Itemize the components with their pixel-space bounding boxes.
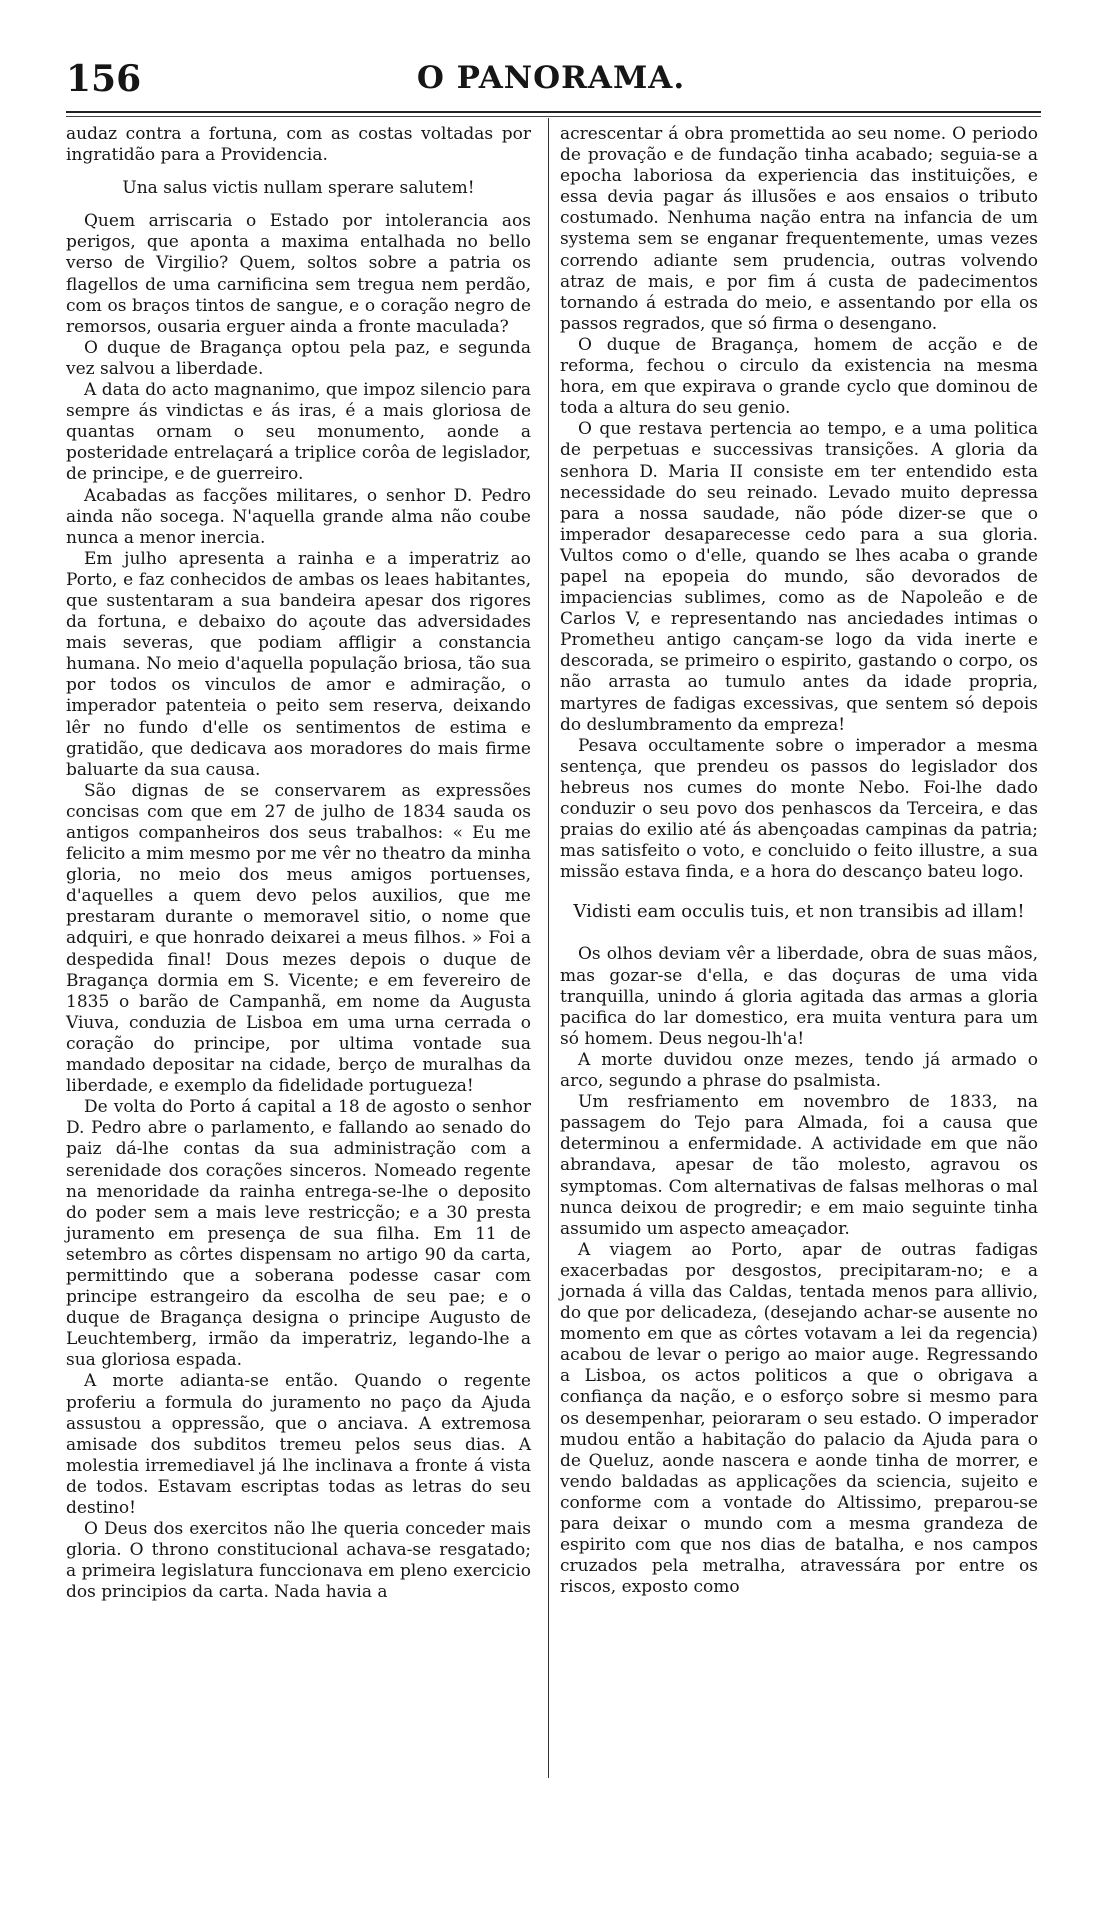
- left-column: [66, 124, 531, 1603]
- paragraph: São dignas de se conservarem as expressões concisas com que em 27 de julho de 1834 sauda os antigos companheiros dos seus trabalhos: « Eu me felicito a mim mesmo por me vêr no theatro da minha gloria, no meio dos meus amigos portuenses, d'aquelles a quem devo pelos auxilios, que me prestaram durante o memoravel sitio, o nome que adquiri, e que honrado deixarei a meus filhos. » Foi a despedida final! Dous mezes depois o duque de Bragança dormia em S. Vicente; e em fevereiro de 1835 o barão de Campanhã, em nome da Augusta Viuva, conduzia de Lisboa em uma urna cerrada o coração do principe, por ultima vontade sua mandado depositar na cidade, berço de muralhas da liberdade, e exemplo da fidelidade portugueza!: [66, 780, 531, 1097]
- paragraph: A morte duvidou onze mezes, tendo já armado o arco, segundo a phrase do psalmista.: [560, 1049, 1038, 1092]
- paragraph: audaz contra a fortuna, com as costas voltadas por ingratidão para a Providencia.: [66, 124, 531, 166]
- journal-title: O PANORAMA.: [416, 60, 686, 96]
- right-column: [560, 124, 1038, 1598]
- paragraph: A data do acto magnanimo, que impoz silencio para sempre ás vindictas e ás iras, é a mais gloriosa de quantas ornam o seu monumento, aonde a posteridade entrelaçará a triplice corôa de legislador, de principe, e de guerreiro.: [66, 380, 531, 485]
- paragraph: Os olhos deviam vêr a liberdade, obra de suas mãos, mas gozar-se d'ella, e das doçuras de uma vida tranquilla, unindo á gloria agitada das armas a gloria pacifica do lar domestico, era muita ventura para um só homem. Deus negou-lh'a!: [560, 944, 1038, 1049]
- header-rule-thin: [66, 116, 1041, 117]
- header-rule: [66, 111, 1041, 113]
- paragraph: O Deus dos exercitos não lhe queria conceder mais gloria. O throno constitucional achava-se resgatado; a primeira legislatura funccionava em pleno exercicio dos principios da carta. Nada havia a: [66, 1519, 531, 1603]
- paragraph: O duque de Bragança optou pela paz, e segunda vez salvou a liberdade.: [66, 337, 531, 379]
- latin-quote: Una salus victis nullam sperare salutem!: [122, 178, 475, 199]
- paragraph: A morte adianta-se então. Quando o regente proferiu a formula do juramento no paço da Ajuda assustou a oppressão, que o anciava. A extremosa amisade dos subditos tremeu pelos seus dias. A molestia irremediavel já lhe inclinava a fronte á vista de todos. Estavam escriptas todas as letras do seu destino!: [66, 1371, 531, 1518]
- paragraph: De volta do Porto á capital a 18 de agosto o senhor D. Pedro abre o parlamento, e fallando ao senado do paiz dá-lhe contas da sua administração com a serenidade dos corações sinceros. Nomeado regente na menoridade da rainha entrega-se-lhe o deposito do poder sem a mais leve restricção; e a 30 presta juramento em presença de sua filha. Em 11 de setembro as côrtes dispensam no artigo 90 da carta, permittindo que a soberana podesse casar com principe estrangeiro da escolha de seu pae; e o duque de Bragança designa o principe Augusto de Leuchtemberg, irmão da imperatriz, legando-lhe a sua gloriosa espada.: [66, 1097, 531, 1371]
- paragraph: Um resfriamento em novembro de 1833, na passagem do Tejo para Almada, foi a causa que determinou a enfermidade. A actividade em que não abrandava, apesar de tão molesto, agravou os symptomas. Com alternativas de falsas melhoras o mal nunca deixou de progredir; e em maio seguinte tinha assumido um aspecto ameaçador.: [560, 1092, 1038, 1239]
- page-number: 156: [66, 58, 142, 100]
- column-divider: [548, 118, 549, 1778]
- paragraph: Quem arriscaria o Estado por intolerancia aos perigos, que aponta a maxima entalhada no bello verso de Virgilio? Quem, soltos sobre a patria os flagellos de uma carnificina sem tregua nem perdão, com os braços tintos de sangue, e o coração negro de remorsos, ousaria erguer ainda a fronte maculada?: [66, 211, 531, 337]
- paragraph: Acabadas as facções militares, o senhor D. Pedro ainda não socega. N'aquella grande alma não coube nunca a menor inercia.: [66, 485, 531, 548]
- paragraph: acrescentar á obra promettida ao seu nome. O periodo de provação e de fundação tinha acabado; seguia-se a epocha laboriosa da experiencia das instituições, e essa devia pagar ás illusões e aos ensaios o tributo costumado. Nenhuma nação entra na infancia de um systema sem se enganar frequentemente, umas vezes correndo adiante sem prudencia, outras volvendo atraz de mais, e por fim á custa de padecimentos tornando á estrada do meio, e assentando por ella os passos regrados, que só firma o desengano.: [560, 124, 1038, 334]
- paragraph: Pesava occultamente sobre o imperador a mesma sentença, que prendeu os passos do legislador dos hebreus nos cumes do monte Nebo. Foi-lhe dado conduzir o seu povo dos penhascos da Terceira, e das praias do exilio até ás abençoadas campinas da patria; mas satisfeito o voto, e concluido o feito illustre, a sua missão estava finda, e a hora do descanço bateu logo.: [560, 735, 1038, 883]
- paragraph: O duque de Bragança, homem de acção e de reforma, fechou o circulo da existencia na mesma hora, em que expirava o grande cyclo que dominou de toda a altura do seu genio.: [560, 334, 1038, 419]
- paragraph: A viagem ao Porto, apar de outras fadigas exacerbadas por desgostos, precipitaram-no; e a jornada á villa das Caldas, tentada menos para allivio, do que por delicadeza, (desejando achar-se ausente no momento em que as côrtes votavam a lei da regencia) acabou de levar o perigo ao maior auge. Regressando a Lisboa, os actos politicos a que o obrigava a confiança da nação, e o esforço sobre si mesmo para os desempenhar, peioraram o seu estado. O imperador mudou então a habitação do palacio da Ajuda para o de Queluz, aonde nascera e aonde tinha de morrer, e vendo baldadas as applicações da sciencia, sujeito e conforme com a vontade do Altissimo, preparou-se para deixar o mundo com a mesma grandeza de espirito com que nos dias de batalha, e nos campos cruzados pela metralha, atravessára por entre os riscos, exposto como: [560, 1239, 1038, 1598]
- page-header: [66, 50, 1036, 110]
- paragraph: Em julho apresenta a rainha e a imperatriz ao Porto, e faz conhecidos de ambas os leaes habitantes, que sustentaram a sua bandeira apesar dos rigores da fortuna, e debaixo do açoute das adversidades mais severas, que podiam affligir a constancia humana. No meio d'aquella população briosa, tão sua por todos os vinculos de amor e admiração, o imperador patenteia o peito sem reserva, deixando lêr no fundo d'elle os sentimentos de estima e gratidão, que dedicava aos moradores do mais firme baluarte da sua causa.: [66, 548, 531, 780]
- paragraph: O que restava pertencia ao tempo, e a uma politica de perpetuas e successivas transições. A gloria da senhora D. Maria II consiste em ter entendido esta necessidade do seu reinado. Levado muito depressa para a nossa saudade, não póde dizer-se que o imperador desaparecesse cedo para a sua gloria. Vultos como o d'elle, quando se lhes acaba o grande papel na epopeia do mundo, são devorados de impaciencias sublimes, como as de Napoleão e de Carlos V, e representando nas anciedades intimas o Prometheu antigo cançam-se logo da vida inerte e descorada, se primeiro o espirito, gastando o corpo, os não arrasta ao tumulo antes da idade propria, martyres de fadigas excessivas, que sentem só depois do deslumbramento da empreza!: [560, 419, 1038, 735]
- latin-quote: Vidisti eam occulis tuis, et non transibis ad illam!: [573, 901, 1025, 923]
